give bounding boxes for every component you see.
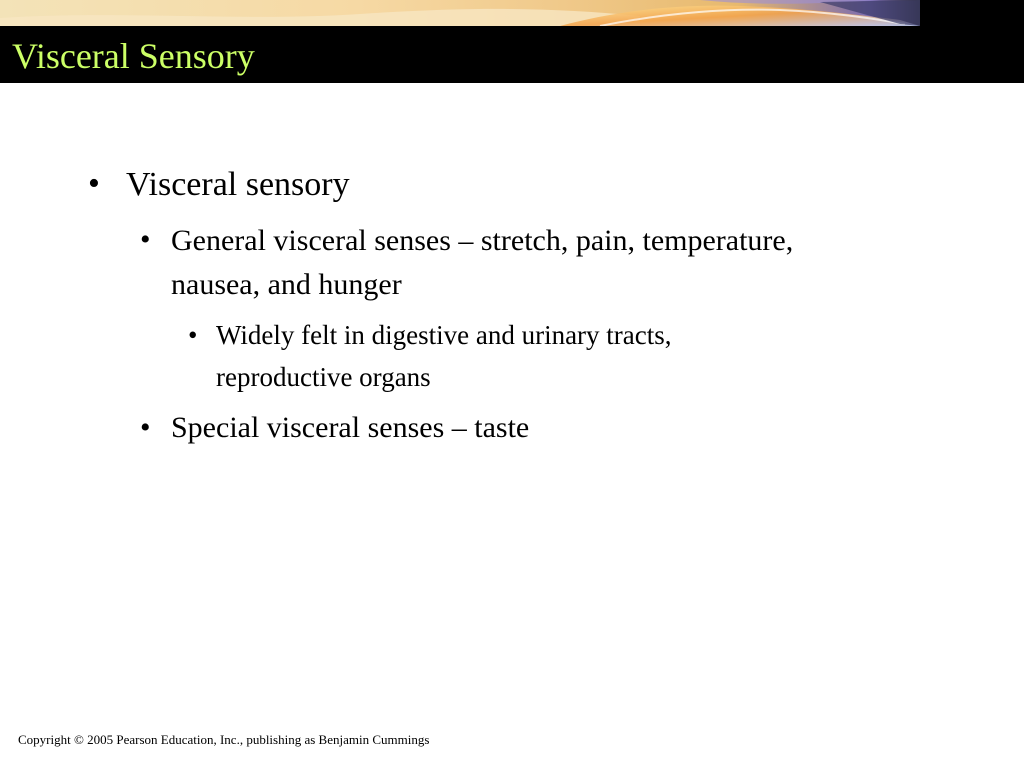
bullet-level2-general-visceral-cont: nausea, and hunger xyxy=(171,268,402,301)
bullet-icon: • xyxy=(140,411,151,444)
bullet-level3-widely-felt: Widely felt in digestive and urinary tracts, xyxy=(216,320,672,350)
bullet-icon: • xyxy=(140,223,151,256)
bullet-icon: • xyxy=(88,165,100,202)
bullet-level1-visceral-sensory: Visceral sensory xyxy=(126,166,350,203)
bullet-level3-widely-felt-cont: reproductive organs xyxy=(216,362,431,392)
bullet-level2-special-visceral: Special visceral senses – taste xyxy=(171,411,530,444)
bullet-level2-general-visceral: General visceral senses – stretch, pain, temperature, xyxy=(171,224,794,257)
copyright-footer: Copyright © 2005 Pearson Education, Inc., publishing as Benjamin Cummings xyxy=(18,732,430,747)
slide-title: Visceral Sensory xyxy=(12,36,255,76)
bullet-icon: • xyxy=(188,320,198,350)
